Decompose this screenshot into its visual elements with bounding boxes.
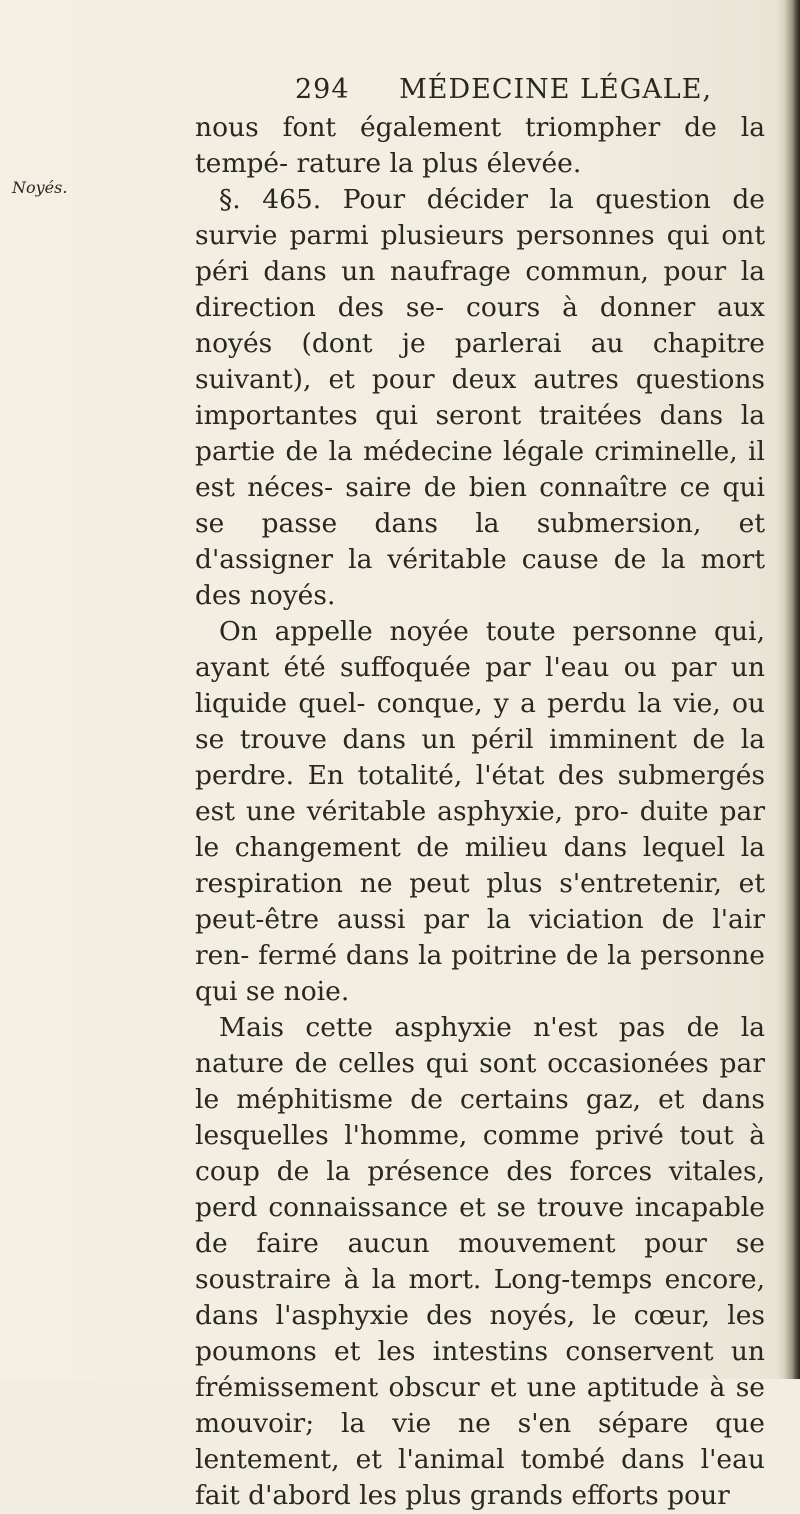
paragraph-2: §. 465. Pour décider la question de survie parmi plusieurs personnes qui ont péri dans un naufrage commun, pour la direction des se- cours à donner aux noyés (dont je parlerai au chapitre suivant), et pour deux autres questions importantes qui seront traitées dans la partie de la médecine légale criminelle, il est néces- saire de bien connaître ce qui se passe dans la submersion, et d'assigner la véritable cause de la mort des noyés. xyxy=(195,184,765,611)
body-text xyxy=(195,110,765,1514)
paragraph-4: Mais cette asphyxie n'est pas de la nature de celles qui sont occasionées par le méphitisme de certains gaz, et dans lesquelles l'homme, comme privé tout à coup de la présence des forces vitales, perd connaissance et se trouve incapable de faire aucun mouvement pour se soustraire à la mort. Long-temps encore, dans l'asphyxie des noyés, le cœur, les poumons et les intestins conservent un frémissement obscur et une aptitude à se mouvoir; la vie ne s'en sépare que lentement, et l'animal tombé dans l'eau fait d'abord les plus grands efforts pour xyxy=(195,1012,765,1511)
page-number: 294 xyxy=(295,74,350,105)
running-title: MÉDECINE LÉGALE, xyxy=(399,74,713,105)
running-header xyxy=(295,74,712,105)
paragraph-1: nous font également triompher de la tempé- rature la plus élevée. xyxy=(195,112,765,179)
page-edge-shadow xyxy=(784,0,800,1379)
margin-note: Noyés. xyxy=(12,178,68,197)
paragraph-3: On appelle noyée toute personne qui, ayant été suffoquée par l'eau ou par un liquide quel- conque, y a perdu la vie, ou se trouve dans un péril imminent de la perdre. En totalité, l'état des submergés est une véritable asphyxie, pro- duite par le changement de milieu dans lequel la respiration ne peut plus s'entretenir, et peut-être aussi par la viciation de l'air ren- fermé dans la poitrine de la personne qui se noie. xyxy=(195,616,765,1007)
